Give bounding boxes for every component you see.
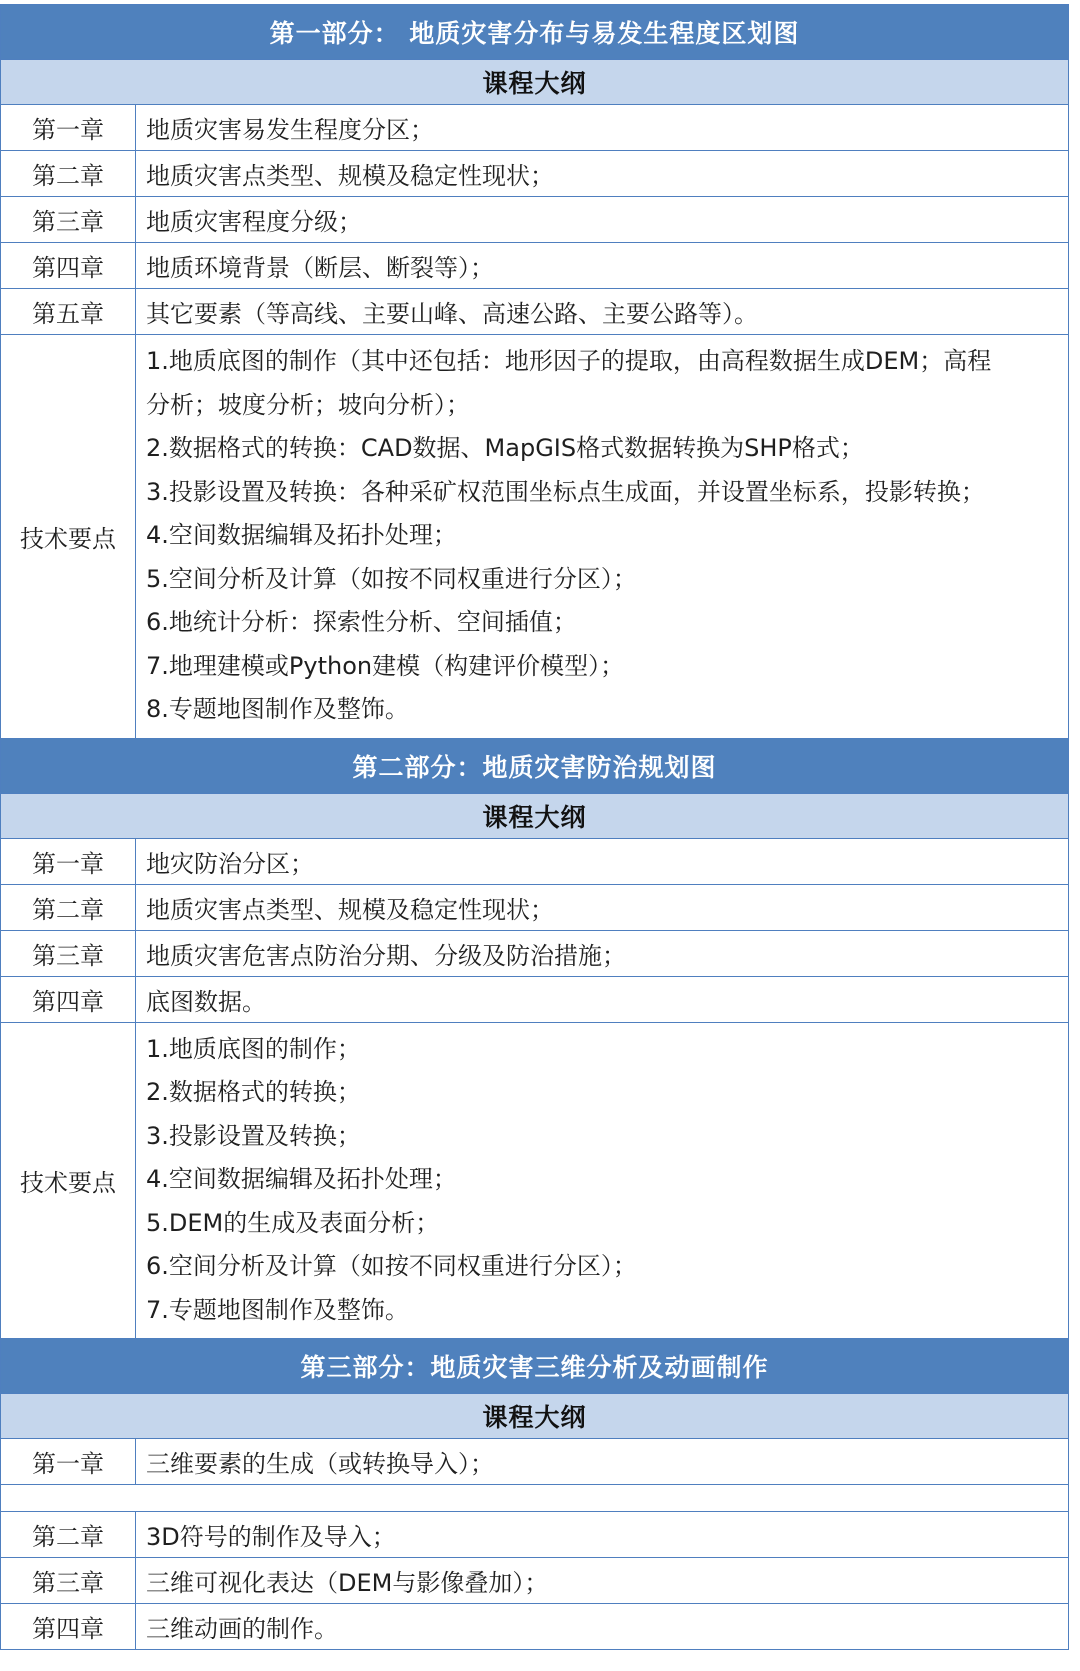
tech-point: 1.地质底图的制作（其中还包括：地形因子的提取，由高程数据生成DEM；高程 (146, 347, 992, 375)
chapter-text: 三维要素的生成（或转换导入）； (136, 1439, 1069, 1485)
syllabus-table (0, 4, 1069, 1650)
chapter-text: 地质环境背景（断层、断裂等）； (136, 243, 1069, 289)
chapter-text: 三维动画的制作。 (136, 1604, 1069, 1650)
tech-point: 5.DEM的生成及表面分析； (146, 1208, 440, 1237)
chapter-label: 第四章 (1, 1604, 136, 1650)
chapter-row (1, 197, 1069, 243)
chapter-row (1, 930, 1069, 976)
chapter-text: 3D符号的制作及导入； (136, 1512, 1069, 1558)
chapter-row (1, 1512, 1069, 1558)
chapter-row (1, 1604, 1069, 1650)
chapter-row (1, 151, 1069, 197)
tech-point: 7.地理建模或Python建模（构建评价模型）； (146, 651, 625, 680)
chapter-label: 第一章 (1, 105, 136, 151)
chapter-row (1, 289, 1069, 335)
chapter-text: 地质灾害点类型、规模及稳定性现状； (136, 151, 1069, 197)
tech-point: 4.空间数据编辑及拓扑处理； (146, 521, 457, 549)
section-2-outline-header (1, 793, 1069, 838)
tech-points-row (1, 335, 1069, 739)
chapter-label: 第一章 (1, 838, 136, 884)
chapter-label: 第四章 (1, 976, 136, 1022)
section-title: 第二部分：地质灾害防治规划图 (1, 738, 1069, 793)
tech-point: 1.地质底图的制作； (146, 1034, 361, 1063)
chapter-label: 第二章 (1, 151, 136, 197)
chapter-label: 第二章 (1, 1512, 136, 1558)
tech-points-label: 技术要点 (1, 335, 136, 739)
chapter-row (1, 105, 1069, 151)
chapter-row (1, 1558, 1069, 1604)
tech-point: 3.投影设置及转换； (146, 1121, 361, 1150)
tech-point: 6.地统计分析：探索性分析、空间插值； (146, 608, 577, 636)
tech-points-list (136, 1022, 1069, 1339)
section-3-header (1, 1339, 1069, 1394)
chapter-text: 三维可视化表达（DEM与影像叠加）； (136, 1558, 1069, 1604)
chapter-text: 地质灾害易发生程度分区； (136, 105, 1069, 151)
chapter-row (1, 243, 1069, 289)
tech-points-row (1, 1022, 1069, 1339)
tech-point: 3.投影设置及转换：各种采矿权范围坐标点生成面，并设置坐标系，投影转换； (146, 477, 985, 506)
section-3-outline-header (1, 1394, 1069, 1439)
tech-points-list (136, 335, 1069, 739)
chapter-label: 第三章 (1, 1558, 136, 1604)
chapter-label: 第二章 (1, 884, 136, 930)
section-1-header (1, 5, 1069, 60)
tech-point: 5.空间分析及计算（如按不同权重进行分区）； (146, 564, 637, 593)
section-1-outline-header (1, 60, 1069, 105)
tech-point: 8.专题地图制作及整饰。 (146, 695, 409, 723)
chapter-text: 底图数据。 (136, 976, 1069, 1022)
chapter-label: 第一章 (1, 1439, 136, 1485)
section-2-header (1, 738, 1069, 793)
chapter-row (1, 838, 1069, 884)
table-gap (1, 1485, 1069, 1512)
tech-points-label: 技术要点 (1, 1022, 136, 1339)
chapter-text: 其它要素（等高线、主要山峰、高速公路、主要公路等）。 (136, 289, 1069, 335)
course-syllabus (0, 4, 1069, 1650)
chapter-text: 地质灾害程度分级； (136, 197, 1069, 243)
outline-label: 课程大纲 (1, 793, 1069, 838)
chapter-label: 第三章 (1, 930, 136, 976)
section-title: 第三部分：地质灾害三维分析及动画制作 (1, 1339, 1069, 1394)
chapter-label: 第五章 (1, 289, 136, 335)
chapter-row (1, 884, 1069, 930)
chapter-row (1, 1439, 1069, 1485)
tech-point: 2.数据格式的转换：CAD数据、MapGIS格式数据转换为SHP格式； (146, 434, 864, 462)
chapter-row (1, 976, 1069, 1022)
tech-point: 7.专题地图制作及整饰。 (146, 1295, 409, 1324)
chapter-text: 地灾防治分区； (136, 838, 1069, 884)
tech-point: 分析；坡度分析；坡向分析）； (146, 390, 470, 419)
section-title: 第一部分： 地质灾害分布与易发生程度区划图 (1, 5, 1069, 60)
outline-label: 课程大纲 (1, 1394, 1069, 1439)
tech-point: 6.空间分析及计算（如按不同权重进行分区）； (146, 1252, 637, 1280)
chapter-text: 地质灾害危害点防治分期、分级及防治措施； (136, 930, 1069, 976)
gap-cell (1, 1485, 1069, 1512)
chapter-text: 地质灾害点类型、规模及稳定性现状； (136, 884, 1069, 930)
tech-point: 4.空间数据编辑及拓扑处理； (146, 1165, 457, 1193)
tech-point: 2.数据格式的转换； (146, 1078, 361, 1106)
chapter-label: 第四章 (1, 243, 136, 289)
chapter-label: 第三章 (1, 197, 136, 243)
outline-label: 课程大纲 (1, 60, 1069, 105)
